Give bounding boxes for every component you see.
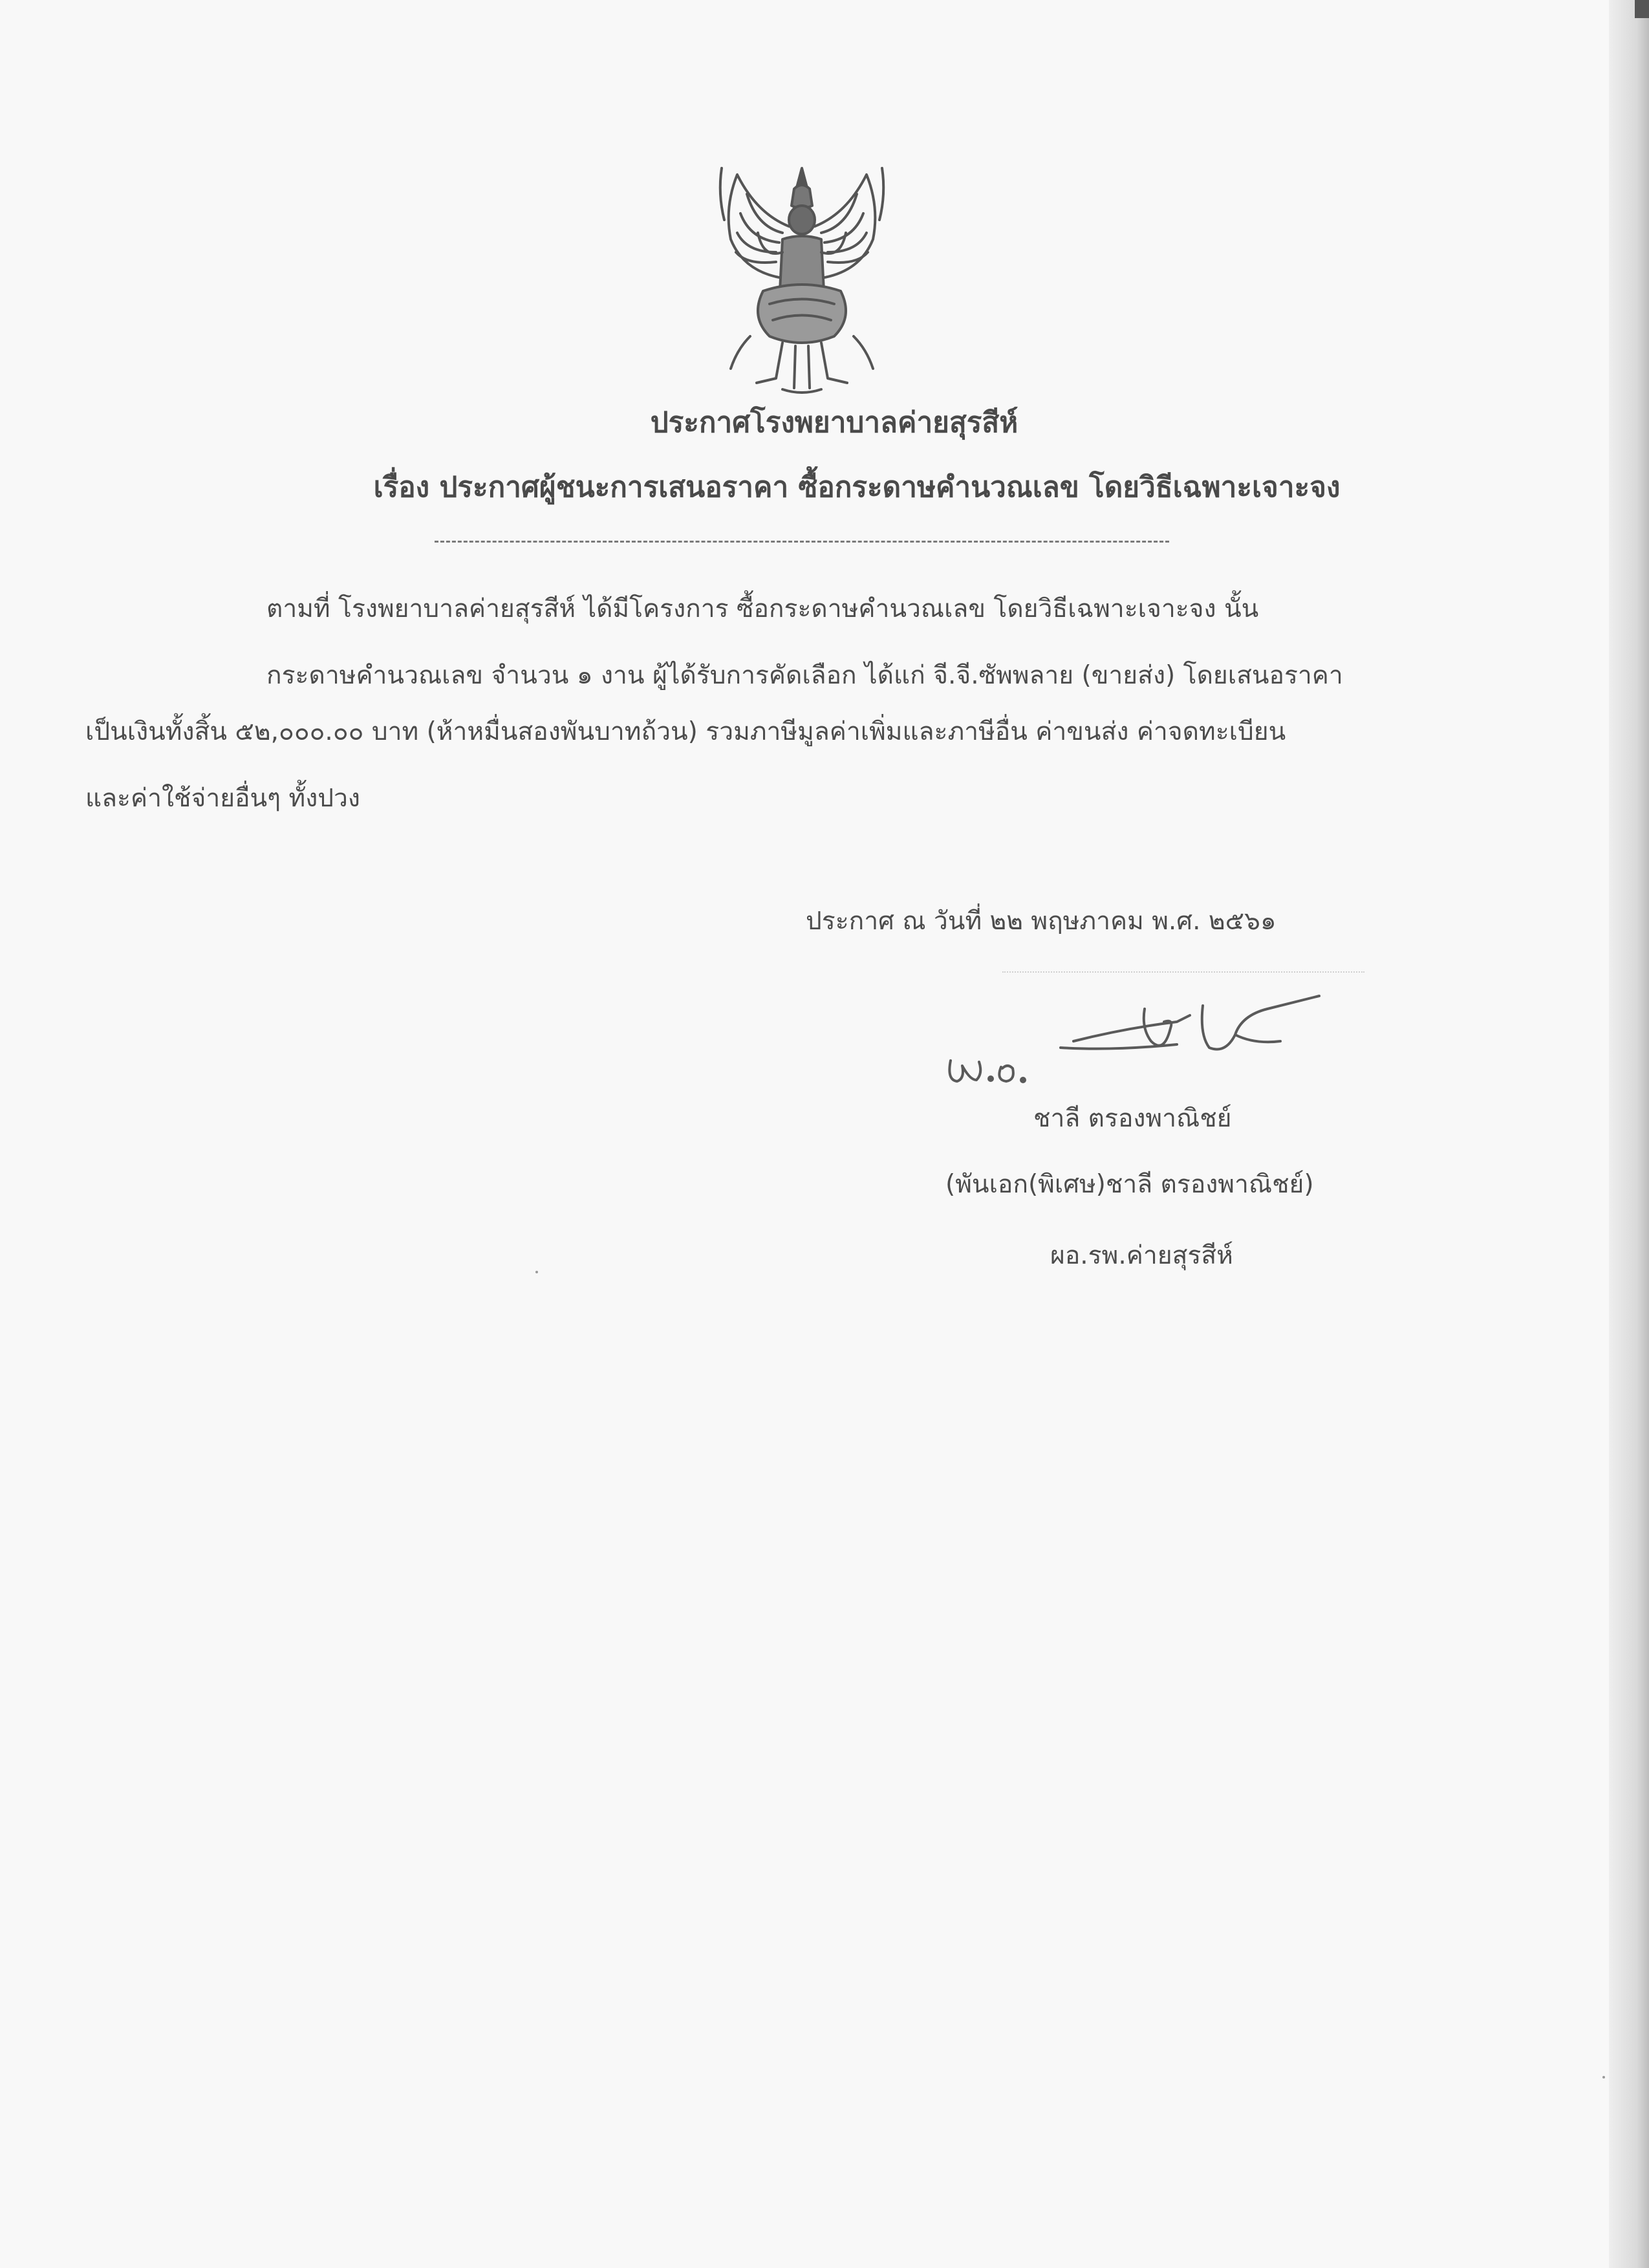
scan-speck [535, 1271, 538, 1273]
divider [435, 541, 1169, 543]
dotted-rule [1002, 971, 1364, 973]
announcement-date: ประกาศ ณ วันที่ ๒๒ พฤษภาคม พ.ศ. ๒๕๖๑ [806, 907, 1277, 936]
body-line-3: เป็นเงินทั้งสิ้น ๕๒,๐๐๐.๐๐ บาท (ห้าหมื่นสองพันบาทถ้วน) รวมภาษีมูลค่าเพิ่มและภาษีอื่น ค่าขนส่ง ค่าจดทะเบียน [85, 717, 1286, 746]
scan-edge [1609, 0, 1649, 2268]
scan-speck [1602, 2076, 1605, 2079]
body-line-2: กระดาษคำนวณเลข จำนวน ๑ งาน ผู้ได้รับการคัดเลือก ได้แก่ จี.จี.ซัพพลาย (ขายส่ง) โดยเสนอราคา [266, 661, 1343, 690]
body-line-1: ตามที่ โรงพยาบาลค่ายสุรสีห์ ได้มีโครงการ ซื้อกระดาษคำนวณเลข โดยวิธีเฉพาะเจาะจง นั้น [266, 594, 1259, 623]
announcement-title: ประกาศโรงพยาบาลค่ายสุรสีห์ [650, 406, 1018, 439]
signatory-position: ผอ.รพ.ค่ายสุรสีห์ [1050, 1241, 1233, 1270]
announcement-subject: เรื่อง ประกาศผู้ชนะการเสนอราคา ซื้อกระดาษคำนวณเลข โดยวิธีเฉพาะเจาะจง [373, 471, 1341, 504]
scan-corner [1635, 0, 1649, 18]
body-line-4: และค่าใช้จ่ายอื่นๆ ทั้งปวง [85, 784, 360, 813]
garuda-emblem-icon [685, 155, 918, 401]
signatory-full-rank-name: (พันเอก(พิเศษ)ชาลี ตรองพาณิชย์) [945, 1170, 1314, 1199]
handwritten-signature [931, 983, 1345, 1093]
signatory-name: ชาลี ตรองพาณิชย์ [1033, 1104, 1232, 1133]
